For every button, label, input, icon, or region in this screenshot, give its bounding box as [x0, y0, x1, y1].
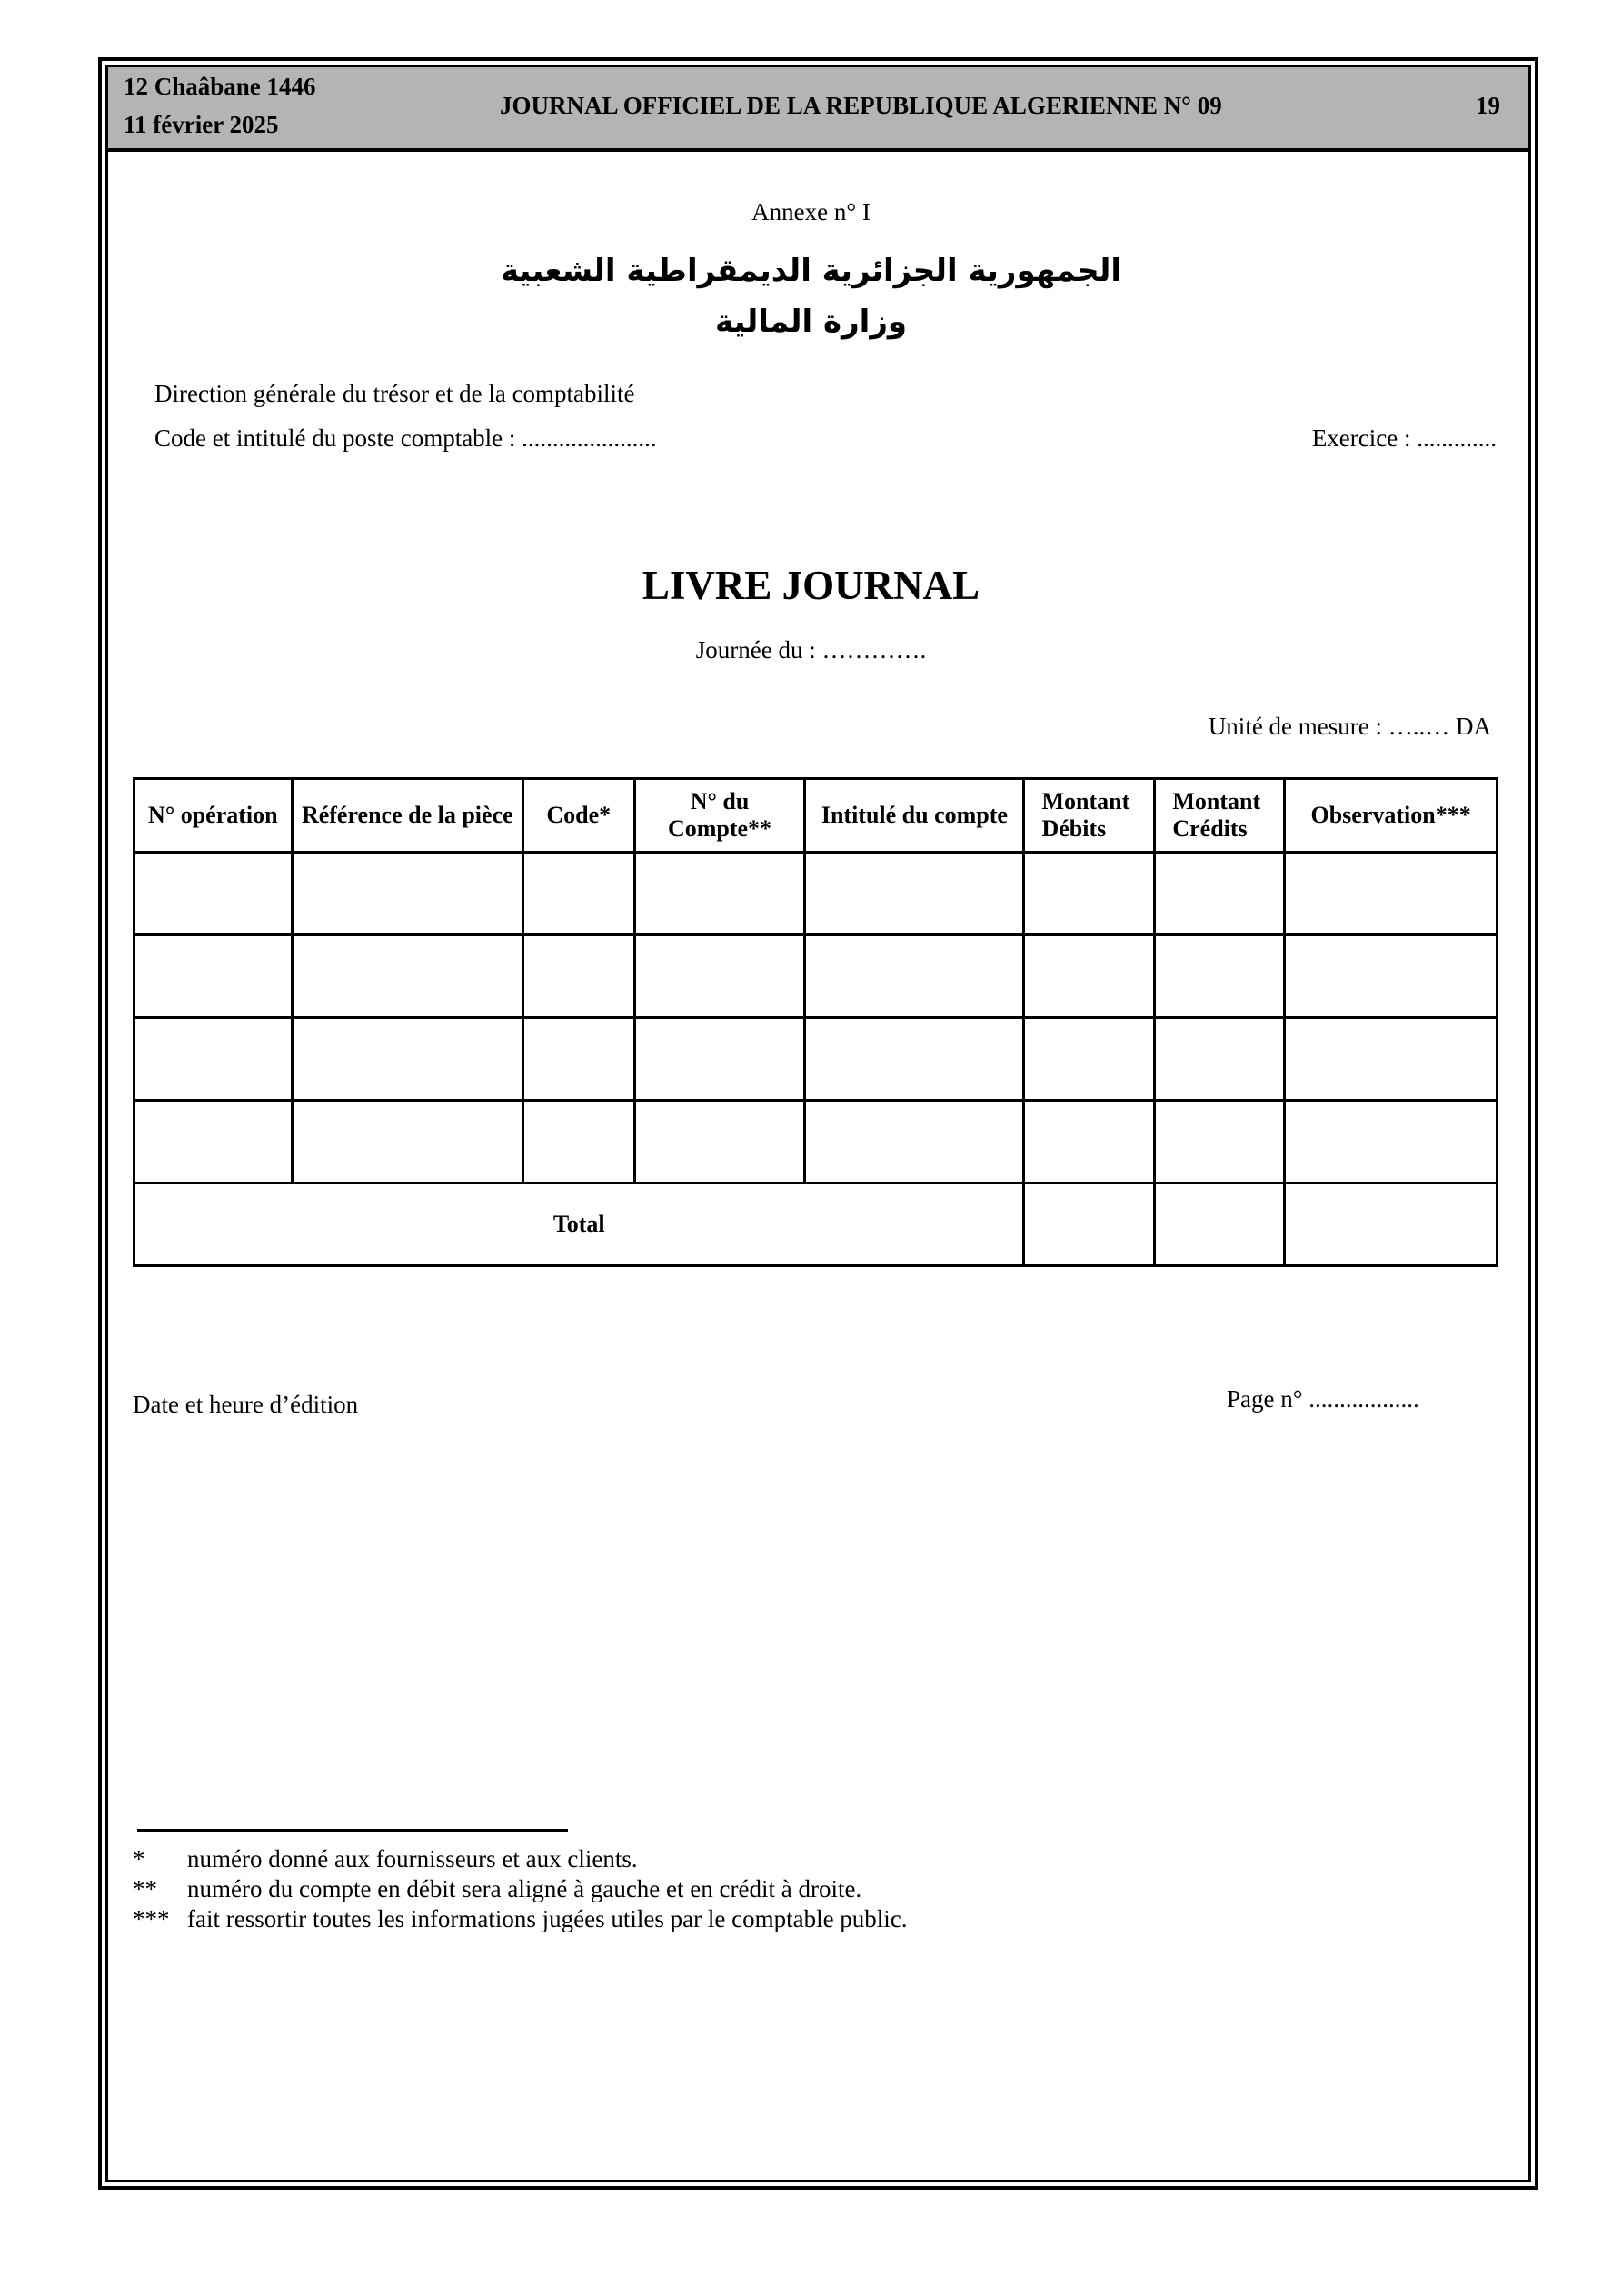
header-date-hijri: 12 Chaâbane 1446 [124, 73, 316, 100]
unite-mesure-field: Unité de mesure : …..… DA [1208, 713, 1491, 740]
table-row [134, 853, 1498, 935]
arabic-republic-name: الجمهورية الجزائرية الديمقراطية الشعبية [501, 253, 1121, 289]
table-cell[interactable] [522, 1101, 634, 1183]
table-cell[interactable] [1024, 1018, 1155, 1101]
table-cell[interactable] [134, 935, 293, 1018]
table-cell[interactable] [522, 935, 634, 1018]
table-header-row [134, 779, 1498, 853]
footnote-mark: *** [133, 1905, 170, 1932]
footnote-mark: ** [133, 1875, 157, 1902]
col-header: Référence de la pièce [292, 779, 522, 853]
table-cell[interactable] [292, 1018, 522, 1101]
footnote-text: fait ressortir toutes les informations jugées utiles par le comptable public. [187, 1905, 908, 1932]
footnote-item [133, 1905, 908, 1933]
footnote-text: numéro donné aux fournisseurs et aux clients. [187, 1845, 638, 1872]
footnote-item [133, 1875, 861, 1903]
col-header: Observation*** [1285, 779, 1498, 853]
col-header: N° opération [134, 779, 293, 853]
header-journal-title: JOURNAL OFFICIEL DE LA REPUBLIQUE ALGERIENNE N° 09 [500, 92, 1222, 119]
livre-journal-table [133, 777, 1498, 1267]
header-date-gregorian: 11 février 2025 [124, 111, 279, 138]
total-observation-cell[interactable] [1285, 1183, 1498, 1266]
col-header: Code* [522, 779, 634, 853]
table-cell[interactable] [1155, 1101, 1285, 1183]
table-row [134, 935, 1498, 1018]
table-cell[interactable] [292, 1101, 522, 1183]
header-page-number: 19 [1476, 92, 1500, 119]
table-cell[interactable] [522, 853, 634, 935]
table-cell[interactable] [1155, 1018, 1285, 1101]
table-row [134, 1101, 1498, 1183]
footnote-item [133, 1845, 638, 1873]
annex-label: Annexe n° I [751, 198, 871, 225]
poste-comptable-field: Code et intitulé du poste comptable : ...................... [154, 424, 657, 452]
page-number-field: Page n° .................. [1227, 1385, 1419, 1413]
col-header: Intitulé du compte [805, 779, 1024, 853]
footnote-text: numéro du compte en débit sera aligné à gauche et en crédit à droite. [187, 1875, 862, 1902]
table-cell[interactable] [634, 1018, 805, 1101]
table-cell[interactable] [522, 1018, 634, 1101]
table-cell[interactable] [1285, 1101, 1498, 1183]
direction-label: Direction générale du trésor et de la comptabilité [154, 380, 635, 407]
table-cell[interactable] [634, 1101, 805, 1183]
table-cell[interactable] [292, 853, 522, 935]
date-edition-label: Date et heure d’édition [133, 1391, 359, 1418]
total-credits-cell[interactable] [1155, 1183, 1285, 1266]
table-cell[interactable] [634, 935, 805, 1018]
col-header: N° du Compte** [634, 779, 805, 853]
table-cell[interactable] [134, 1101, 293, 1183]
table-cell[interactable] [1155, 853, 1285, 935]
footnote-mark: * [133, 1845, 145, 1872]
table-cell[interactable] [1024, 853, 1155, 935]
table-row [134, 1018, 1498, 1101]
exercice-field: Exercice : ............. [1311, 424, 1497, 452]
table-cell[interactable] [805, 1018, 1024, 1101]
table-cell[interactable] [134, 1018, 293, 1101]
footnote-divider [137, 1829, 568, 1832]
table-cell[interactable] [1155, 935, 1285, 1018]
table-cell[interactable] [1024, 1101, 1155, 1183]
table-cell[interactable] [805, 935, 1024, 1018]
table-cell[interactable] [134, 853, 293, 935]
journee-field: Journée du : …………. [695, 636, 927, 664]
arabic-ministry-name: وزارة المالية [714, 304, 908, 340]
table-cell[interactable] [1285, 935, 1498, 1018]
total-debits-cell[interactable] [1024, 1183, 1155, 1266]
table-cell[interactable] [292, 935, 522, 1018]
col-header: Montant Débits [1024, 779, 1155, 853]
total-label: Total [134, 1183, 1024, 1266]
table-cell[interactable] [805, 1101, 1024, 1183]
document-title: LIVRE JOURNAL [642, 563, 980, 608]
col-header: Montant Crédits [1155, 779, 1285, 853]
table-cell[interactable] [634, 853, 805, 935]
table-cell[interactable] [1024, 935, 1155, 1018]
table-cell[interactable] [805, 853, 1024, 935]
table-cell[interactable] [1285, 853, 1498, 935]
total-row [134, 1183, 1498, 1266]
table-cell[interactable] [1285, 1018, 1498, 1101]
